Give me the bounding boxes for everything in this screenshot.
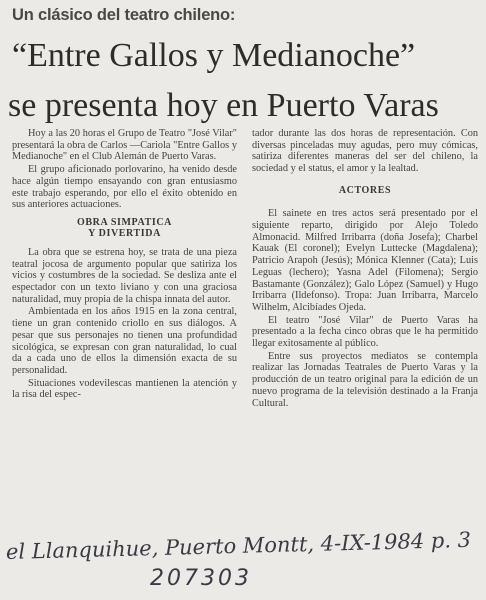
paragraph: Ambientada en los años 1915 en la zona central, tiene un gran contenido criollo en sus diálogos. A pesar que sus personajes no tienen una profundidad sicológica, se expresan con gran naturalidad, lo cual da a cada uno de ellos la dimensión exacta de su personalidad. — [12, 306, 237, 376]
paragraph: Situaciones vodevilescas mantienen la atención y la risa del espec- — [12, 377, 237, 401]
section-subhead: ACTORES — [338, 184, 392, 196]
subhead-line: Y DIVERTIDA — [88, 228, 161, 240]
section-subhead — [12, 217, 237, 240]
paragraph: El teatro "José Vilar" de Puerto Varas ha presentado a la fecha cinco obras que le ha permitido llegar exitosamente al público. — [252, 314, 478, 350]
right-column — [252, 128, 478, 409]
left-column — [12, 128, 237, 401]
paragraph: tador durante las dos horas de representación. Con diversas pinceladas muy agudas, pero muy cómicas, satiriza diferentes maneras del ser del chileno, la sociedad y el status, el amor y la lealtad. — [252, 128, 478, 175]
headline-line-2: se presenta hoy en Puerto Varas — [8, 87, 439, 124]
paragraph: Entre sus proyectos mediatos se contempla realizar las Jornadas Teatrales de Puerto Varas y la producción de un teatro original para la edición de un nuevo programa de la televisión destinado a la Franja Cultural. — [252, 350, 478, 409]
paragraph: El grupo aficionado porlovarino, ha venido desde hace algún tiempo ensayando con gran entusiasmo este trabajo esperando, por ello el éxito obtenido en sus anteriores actuaciones. — [12, 164, 237, 211]
paragraph: Hoy a las 20 horas el Grupo de Teatro "José Vilar" presentará la obra de Carlos —Cariola "Entre Gallos y Medianoche" en el Club Alemán de Puerto Varas. — [12, 128, 237, 163]
handwritten-catalog-number: 207303 — [150, 566, 252, 591]
paragraph: La obra que se estrena hoy, se trata de una pieza teatral jocosa de argumento popular que satiriza los vicios y costumbres de la sociedad. Se desliza ante el espectador con un texto liviano y con una graciosa naturalidad, muy propia de la chispa innata del autor. — [12, 246, 237, 305]
subhead-line: OBRA SIMPATICA — [77, 216, 172, 228]
paragraph: El sainete en tres actos será presentado por el siguiente reparto, dirigido por Alejo Toledo Almonacid. Milfred Irribarra (doña Josefa); Charbel Kauak (El coronel); Evelyn Luttecke (Magdalena); Patricio Arapoh (Jesús); Mónica Klenner (Cata); Luis Leguas (lechero); Yasna Adel (Filomena); Sergio Bastamante (González); Galo López (Samuel) y Hugo Irribarra (Ildefonso). Tropa: Juan Irribarra, Marcelo Wilhelm, Alcibíades Ojeda. — [252, 208, 478, 313]
headline-line-1: “Entre Gallos y Medianoche” — [12, 37, 416, 74]
handwritten-source-note: el Llanquihue, Puerto Montt, 4-IX-1984 p. 3 — [5, 527, 472, 564]
article-kicker: Un clásico del teatro chileno: — [12, 6, 236, 24]
